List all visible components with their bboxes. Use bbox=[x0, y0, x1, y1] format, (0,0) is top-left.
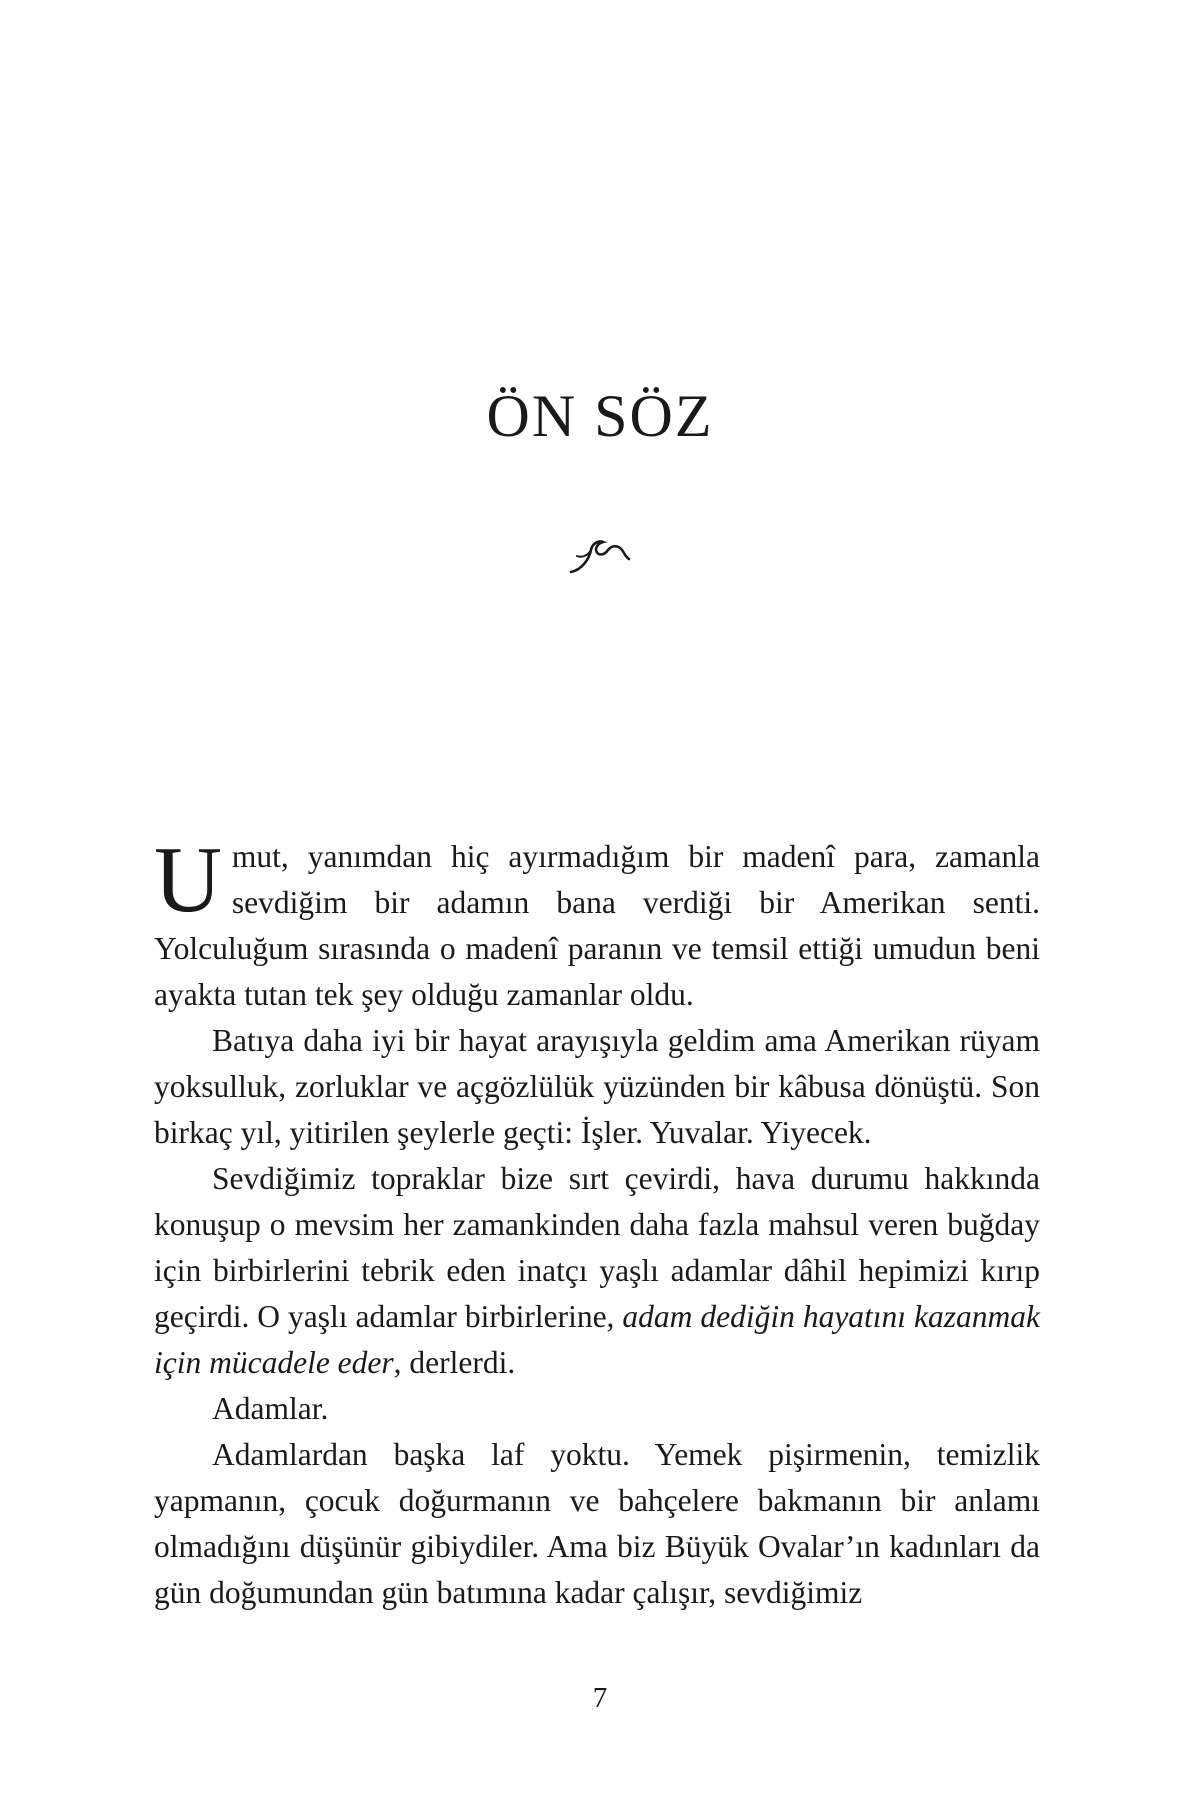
drop-cap: U bbox=[154, 828, 222, 932]
paragraph-2: Batıya daha iyi bir hayat arayışıyla geldim ama Amerikan rüyam yoksulluk, zorluklar ve açgözlülük yüzünden bir kâbusa dönüştü. Son birkaç yıl, yitirilen şeylerle geçti: İşler. Yuvalar. Yiyecek. bbox=[154, 1023, 1040, 1150]
paragraph-3-text-end: , derlerdi. bbox=[393, 1345, 516, 1380]
body-text bbox=[154, 828, 1040, 1616]
chapter-title: ÖN SÖZ bbox=[486, 383, 714, 449]
paragraph-1-text: mut, yanımdan hiç ayırmadığım bir madenî para, zamanla sevdiğim bir adamın bana verdiği bir Amerikan senti. Yolculuğum sırasında o madenî paranın ve temsil ettiği umudun beni ayakta tutan tek şey olduğu zamanlar oldu. bbox=[154, 839, 1040, 1012]
paragraph-3 bbox=[154, 1156, 1040, 1386]
paragraph-3-text-start: Sevdiğimiz topraklar bize sırt çevirdi, hava durumu hakkında konuşup o mevsim her zamankinden daha fazla mahsul veren buğday için birbirlerini tebrik eden inatçı yaşlı adamlar dâhil hepimizi kırıp geçirdi. O yaşlı adamlar birbirlerine, bbox=[154, 1161, 1040, 1334]
italic-quote: adam dediğin hayatını kazanmak için mücadele eder bbox=[154, 1299, 1040, 1380]
swirl-ornament-icon bbox=[567, 536, 633, 576]
page-number: 7 bbox=[592, 1682, 608, 1714]
paragraph-4: Adamlar. bbox=[212, 1391, 329, 1426]
paragraph-1 bbox=[154, 828, 1040, 1018]
paragraph-5: Adamlardan başka laf yoktu. Yemek pişirmenin, temizlik yapmanın, çocuk doğurmanın ve bahçelere bakmanın bir anlamı olmadığını düşünür gibiydiler. Ama biz Büyük Ovalar’ın kadınları da gün doğumundan gün batımına kadar çalışır, sevdiğimiz bbox=[154, 1437, 1040, 1610]
